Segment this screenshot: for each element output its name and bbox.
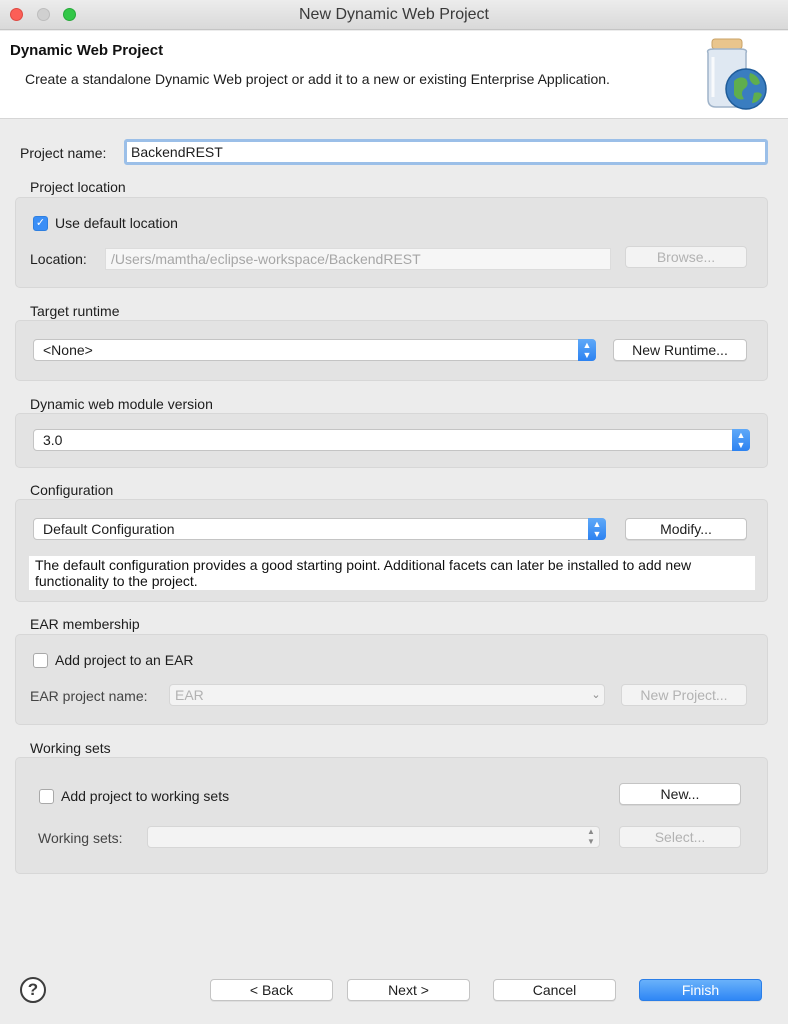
use-default-location-label[interactable]: Use default location xyxy=(55,215,178,231)
cancel-button[interactable]: Cancel xyxy=(493,979,616,1001)
target-runtime-select[interactable] xyxy=(33,339,596,361)
ear-membership-group xyxy=(15,634,768,725)
select-working-sets-button[interactable]: Select... xyxy=(619,826,741,848)
working-sets-group xyxy=(15,757,768,874)
web-module-version-value: 3.0 xyxy=(43,432,63,448)
working-sets-heading: Working sets xyxy=(30,740,111,756)
location-input[interactable]: /Users/mamtha/eclipse-workspace/BackendREST xyxy=(105,248,611,270)
chevron-down-icon: ⌄ xyxy=(591,689,601,701)
wizard-page-title: Dynamic Web Project xyxy=(10,42,164,59)
browse-button[interactable]: Browse... xyxy=(625,246,747,268)
window-title: New Dynamic Web Project xyxy=(299,6,489,23)
updown-chevron-icon: ▲ ▼ xyxy=(587,827,595,846)
web-module-version-select[interactable] xyxy=(33,429,750,451)
add-to-working-sets-label[interactable]: Add project to working sets xyxy=(61,788,230,804)
ear-project-name-label: EAR project name: xyxy=(30,688,148,704)
wizard-header xyxy=(0,31,788,119)
working-sets-combo[interactable] xyxy=(147,826,600,848)
ear-project-name-value: EAR xyxy=(175,687,204,703)
working-sets-label: Working sets: xyxy=(38,830,123,846)
ear-project-name-combo[interactable] xyxy=(169,684,605,706)
project-name-input[interactable]: BackendREST xyxy=(124,139,768,165)
updown-chevron-icon: ▲ ▼ xyxy=(732,429,750,451)
next-button[interactable]: Next > xyxy=(347,979,470,1001)
configuration-value: Default Configuration xyxy=(43,521,175,537)
add-to-working-sets-checkbox[interactable] xyxy=(39,789,54,804)
window-title-bar[interactable] xyxy=(0,0,788,30)
web-module-version-heading: Dynamic web module version xyxy=(30,396,213,412)
location-label: Location: xyxy=(30,251,87,267)
finish-button[interactable]: Finish xyxy=(639,979,762,1001)
configuration-select[interactable] xyxy=(33,518,606,540)
target-runtime-heading: Target runtime xyxy=(30,303,120,319)
use-default-location-checkbox[interactable]: ✓ xyxy=(33,216,48,231)
add-to-ear-checkbox[interactable] xyxy=(33,653,48,668)
wizard-page-description: Create a standalone Dynamic Web project or add it to a new or existing Enterprise Application. xyxy=(25,71,610,87)
help-icon[interactable]: ? xyxy=(20,977,46,1003)
configuration-description: The default configuration provides a good starting point. Additional facets can later be installed to add new functionality to the project. xyxy=(29,556,755,590)
configuration-heading: Configuration xyxy=(30,482,114,498)
modify-button[interactable]: Modify... xyxy=(625,518,747,540)
new-working-set-button[interactable]: New... xyxy=(619,783,741,805)
ear-membership-heading: EAR membership xyxy=(30,616,140,632)
updown-chevron-icon: ▲ ▼ xyxy=(588,518,606,540)
new-runtime-button[interactable]: New Runtime... xyxy=(613,339,747,361)
back-button[interactable]: < Back xyxy=(210,979,333,1001)
project-name-label: Project name: xyxy=(20,145,107,161)
project-location-group xyxy=(15,197,768,288)
add-to-ear-label[interactable]: Add project to an EAR xyxy=(55,652,194,668)
new-ear-project-button[interactable]: New Project... xyxy=(621,684,747,706)
project-location-heading: Project location xyxy=(30,179,126,195)
web-project-jar-icon xyxy=(700,37,768,113)
target-runtime-value: <None> xyxy=(43,342,93,358)
updown-chevron-icon: ▲ ▼ xyxy=(578,339,596,361)
